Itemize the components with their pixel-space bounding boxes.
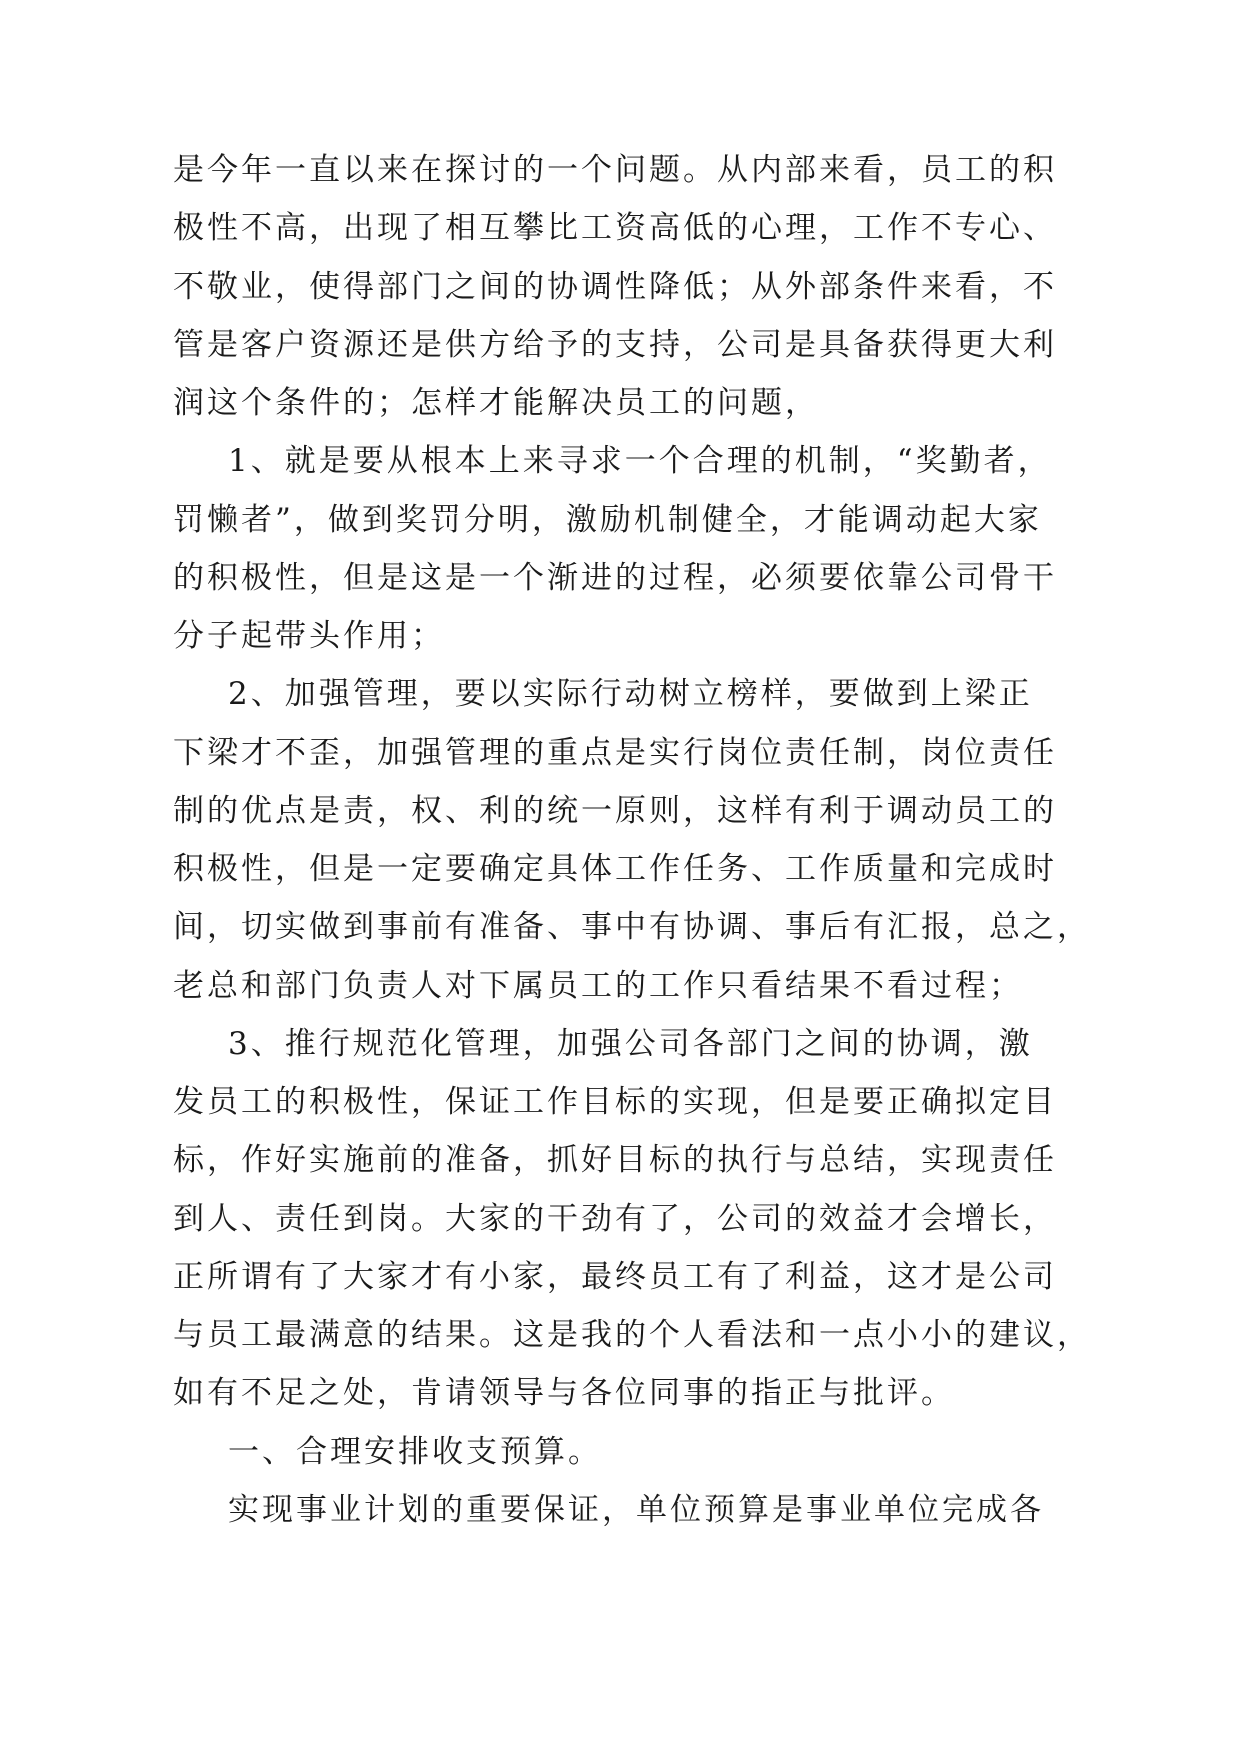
item-3-line-3: 标，作好实施前的准备，抓好目标的执行与总结，实现责任 xyxy=(173,1142,1057,1178)
section-paragraph-line-1: 实现事业计划的重要保证，单位预算是事业单位完成各 xyxy=(228,1492,1044,1528)
body-line-4: 管是客户资源还是供方给予的支持，公司是具备获得更大利 xyxy=(173,327,1057,363)
item-3-line-2: 发员工的积极性，保证工作目标的实现，但是要正确拟定目 xyxy=(173,1084,1057,1120)
item-2-line-4: 积极性，但是一定要确定具体工作任务、工作质量和完成时 xyxy=(173,851,1057,887)
item-1-line-3: 的积极性，但是这是一个渐进的过程，必须要依靠公司骨干 xyxy=(173,560,1057,596)
item-3-line-5: 正所谓有了大家才有小家，最终员工有了利益，这才是公司 xyxy=(173,1259,1057,1295)
item-3-line-1: 3、推行规范化管理，加强公司各部门之间的协调，激 xyxy=(228,1026,1033,1062)
item-2-line-6: 老总和部门负责人对下属员工的工作只看结果不看过程； xyxy=(173,968,1023,1004)
item-1-line-1: 1、就是要从根本上来寻求一个合理的机制，“奖勤者， xyxy=(228,443,1052,479)
section-heading: 一、合理安排收支预算。 xyxy=(228,1434,602,1470)
item-1-line-2: 罚懒者”，做到奖罚分明，激励机制健全，才能调动起大家 xyxy=(173,502,1042,538)
body-line-1: 是今年一直以来在探讨的一个问题。从内部来看，员工的积 xyxy=(173,152,1057,188)
item-2-line-5: 间，切实做到事前有准备、事中有协调、事后有汇报，总之， xyxy=(173,909,1091,945)
item-1-line-4: 分子起带头作用； xyxy=(173,618,445,654)
item-2-line-1: 2、加强管理，要以实际行动树立榜样，要做到上梁正 xyxy=(228,676,1033,712)
body-line-2: 极性不高，出现了相互攀比工资高低的心理，工作不专心、 xyxy=(173,210,1057,246)
item-3-line-6: 与员工最满意的结果。这是我的个人看法和一点小小的建议， xyxy=(173,1317,1091,1353)
body-line-3: 不敬业，使得部门之间的协调性降低；从外部条件来看，不 xyxy=(173,269,1057,305)
item-2-line-3: 制的优点是责，权、利的统一原则，这样有利于调动员工的 xyxy=(173,793,1057,829)
body-line-5: 润这个条件的；怎样才能解决员工的问题， xyxy=(173,385,819,421)
item-2-line-2: 下梁才不歪，加强管理的重点是实行岗位责任制，岗位责任 xyxy=(173,735,1057,771)
item-3-line-7: 如有不足之处，肯请领导与各位同事的指正与批评。 xyxy=(173,1375,955,1411)
item-3-line-4: 到人、责任到岗。大家的干劲有了，公司的效益才会增长， xyxy=(173,1201,1057,1237)
